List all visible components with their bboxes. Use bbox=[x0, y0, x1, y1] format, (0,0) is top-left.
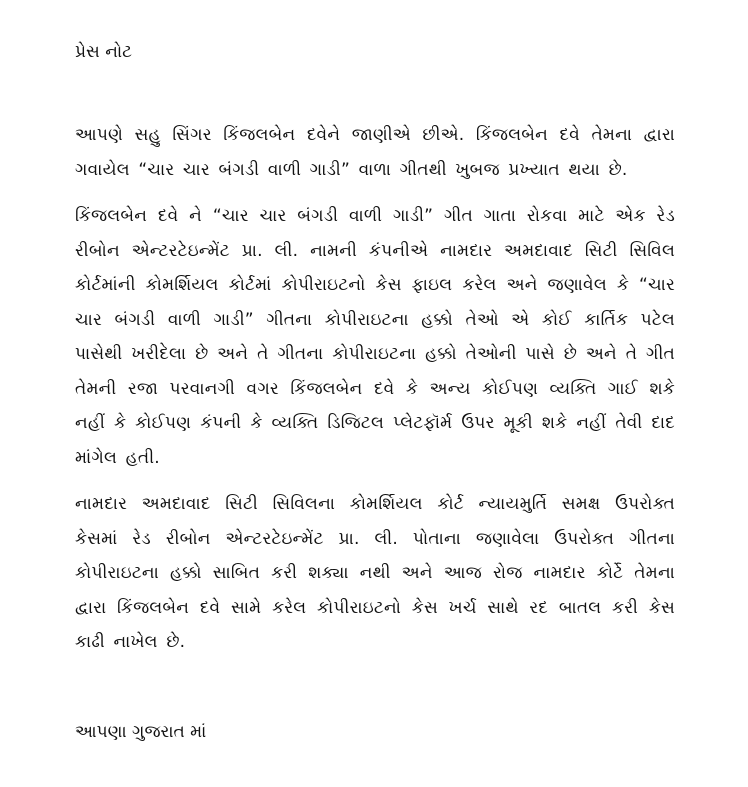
document-body bbox=[75, 118, 675, 672]
closing-line: આપણા ગુજરાત માં bbox=[75, 722, 207, 742]
paragraph-intro: આપણે સહુ સિંગર કિંજલબેન દવેને જાણીએ છીએ. કિંજલબેન દવે તેમના દ્વારા ગવાયેલ “ચાર ચાર બંગડી વાળી ગાડી” વાળા ગીતથી ખુબજ પ્રખ્યાત થયા છે. bbox=[75, 125, 675, 180]
document-title: પ્રેસ નોટ bbox=[75, 42, 133, 62]
paragraph-case-filing: કિંજલબેન દવે ને “ચાર ચાર બંગડી વાળી ગાડી” ગીત ગાતા રોકવા માટે એક રેડ રીબોન એન્ટરટેઇન્મેંટ પ્રા. લી. નામની કંપનીએ નામદાર અમદાવાદ સિટી સિવિલ કોર્ટમાંની કોમર્શિયલ કોર્ટમાં કોપીરાઇટનો કેસ ફાઇલ કરેલ અને જણાવેલ કે “ચાર ચાર બંગડી વાળી ગાડી” ગીતના કોપીરાઇટના હક્કો તેઓ એ કોઈ કાર્તિક પટેલ પાસેથી ખરીદેલા છે અને તે ગીતના કોપીરાઇટના હક્કો તેઓની પાસે છે અને તે ગીત તેમની રજા પરવાનગી વગર કિંજલબેન દવે કે અન્ય કોઈપણ વ્યક્તિ ગાઈ શકે નહીં કે કોઈપણ કંપની કે વ્યક્તિ ડિજિટલ પ્લેટફૉર્મ ઉપર મૂકી શકે નહીં તેવી દાદ માંગેલ હતી. bbox=[75, 206, 675, 468]
paragraph-court-decision: નામદાર અમદાવાદ સિટી સિવિલના કોમર્શિયલ કોર્ટ ન્યાયમુર્તિ સમક્ષ ઉપરોક્ત કેસમાં રેડ રીબોન એન્ટરટેઇન્મેંટ પ્રા. લી. પોતાના જણાવેલા ઉપરોક્ત ગીતના કોપીરાઇટના હક્કો સાબિત કરી શક્યા નથી અને આજ રોજ નામદાર કોર્ટે તેમના દ્વારા કિંજલબેન દવે સામે કરેલ કોપીરાઇટનો કેસ ખર્ચ સાથે રદ બાતલ કરી કેસ કાઢી નાખેલ છે. bbox=[75, 494, 675, 652]
